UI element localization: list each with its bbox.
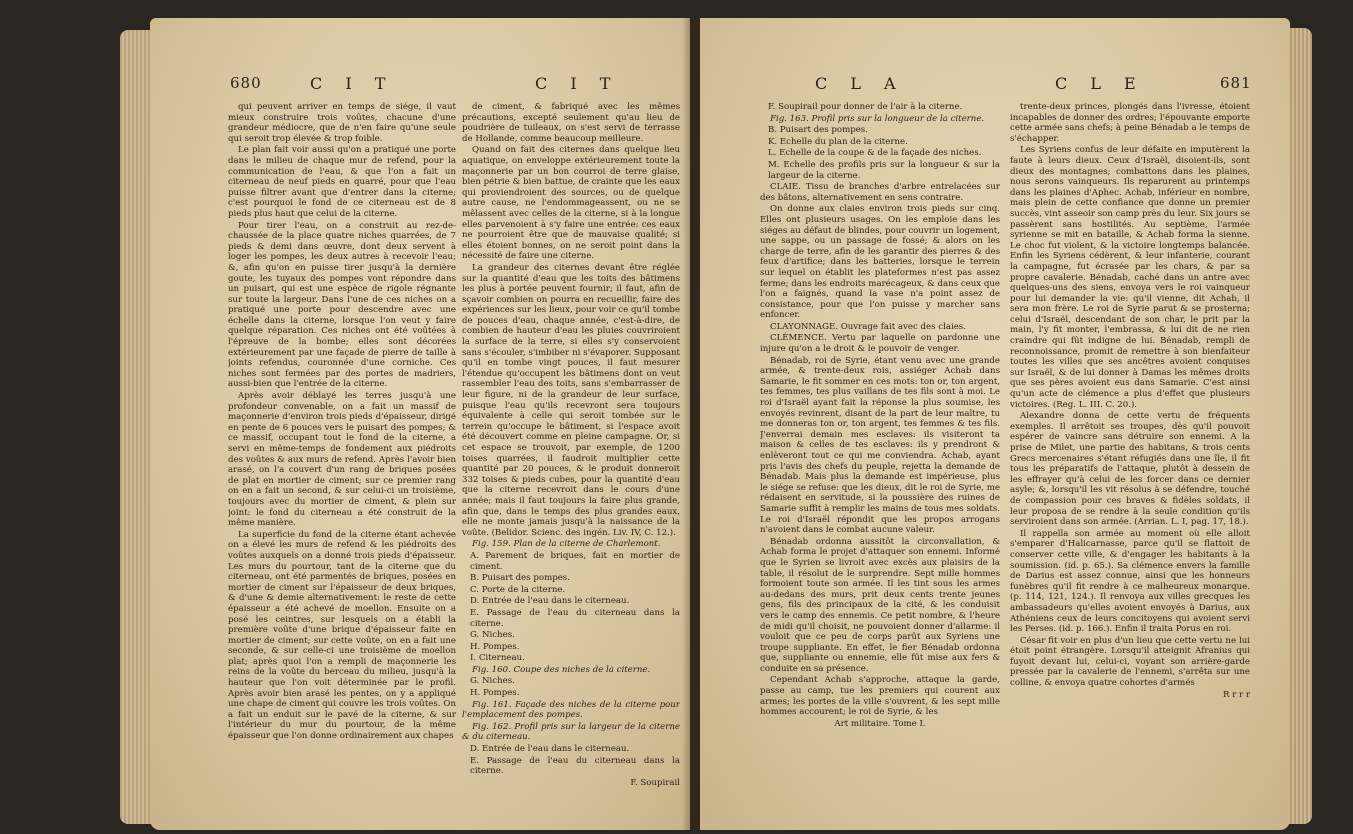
right-column-1 <box>760 102 1000 810</box>
signature-line: Art militaire. Tome I. <box>834 718 926 729</box>
figure-caption: Fig. 160. Coupe des niches de la citerne. <box>472 664 651 675</box>
right-page <box>700 18 1290 830</box>
legend-item: G. Niches. <box>470 676 515 687</box>
legend-item: M. Echelle des profils pris sur la longueur & sur la largeur de la citerne. <box>768 159 1000 181</box>
paragraph: Les Syriens confus de leur défaite en imputèrent la faute à leurs dieux. Ceux d'Israël, disoient-ils, sont dieux des montagnes; combattons dans les plaines, nous serons vainqueurs. Ils reparurent au printemps dans les plaines d'Aphec. Achab, inférieur en nombre, mais plein de cette confiance que donne un premier succès, vint asseoir son camp près du leur. Six jours se passèrent sans hostilités. Au septième, l'armée syrienne se mit en bataille, & Achab forma la sienne. Le choc fut violent, & la victoire longtemps balancée. Enfin les Syriens cédèrent, & leur infanterie, courant la campagne, fut écrasée par les chars, & par sa propre cavalerie. Bénadab, caché dans un antre avec quelques-uns des siens, envoya vers le roi vainqueur pour lui demander la vie: qu'il vienne, dit Achab, il sera mon frère. Le roi de Syrie parut & se prosterna; celui d'Israël, descendant de son char, le prit par la main, l'y fit monter, l'embrassa, & lui dit de ne rien craindre qui fût indigne de lui. Bénadab, rempli de reconnoissance, promit de remettre à son bienfaiteur toutes les villes que ses ancêtres avoient conquises sur Israël, & de lui donner à Damas les mêmes droits que ses pères avoient eus dans Samarie. C'est ainsi qu'un acte de clémence a plus d'effet que plusieurs victoires. (Reg. L. III. C. 20.). <box>1010 145 1250 410</box>
right-running-head-word-1: C L A <box>815 74 905 93</box>
paragraph: qui peuvent arriver en temps de siége, il vaut mieux construire trois voûtes, chacune d'une grandeur médiocre, que de n'en faire qu'une seule qui seroit trop élevée & trop foible. <box>228 102 456 144</box>
paragraph: Bénadab ordonna aussitôt la circonvallation, & Achab forma le projet d'attaquer son ennemi. Informé que le Syrien se livroit avec excès aux plaisirs de la table, il résolut de le surprendre. Sept mille hommes formoient toute son armée. Il les tint sous les armes au-dedans des murs, prit deux cents trente jeunes gens, fils des principaux de la cité, & les conduisit vers le camp des ennemis. Ce petit nombre, & l'heure de midi qu'il choisit, ne pouvoient donner d'allarme: il vouloit que ce peu de corps parût aux Syriens une troupe suppliante. En effet, le fier Bénadab ordonna que, suppliante ou ennemie, elle fût mise aux fers & conduite en sa présence. <box>760 536 1000 674</box>
legend-item: I. Citerneau. <box>470 653 525 664</box>
legend-item: B. Puisart des pompes. <box>470 573 570 584</box>
legend-item: D. Entrée de l'eau dans le citerneau. <box>470 744 630 755</box>
paragraph: Il rappella son armée au moment où elle alloit s'emparer d'Halicarnasse, parce qu'il se flattoit de conserver cette ville, & d'engager les habitants à la soumission. (id. p. 65.). Sa clémence envers la famille de Darius est assez connue, ainsi que les honneurs funèbres qu'il fit rendre à ce malheureux monarque. (p. 114, 121, 124.). Il renvoya aux villes grecques les ambassadeurs qu'elles avoient envoyés à Darius, aux Athéniens ceux de leurs concitoyens qui avoient servi les Perses. (id. p. 166.). Enfin il traita Porus en roi. <box>1010 528 1250 635</box>
legend-item: G. Niches. <box>470 630 515 641</box>
legend-item: B. Puisart des pompes. <box>768 125 868 136</box>
legend-item: L. Echelle de la coupe & de la façade des niches. <box>768 148 982 159</box>
left-running-head-word-1: C I T <box>310 74 395 93</box>
signature-mark: R r r r <box>1223 689 1250 700</box>
entry-heading: CLAYONNAGE. Ouvrage fait avec des claies. <box>770 321 966 332</box>
paragraph: de ciment, & fabriqué avec les mêmes précautions, excepté seulement qu'au lieu de poudrière de tuileaux, on s'est servi de terrasse de Hollande, comme beaucoup meilleure. <box>462 102 680 144</box>
paragraph: La grandeur des citernes devant être réglée sur la quantité d'eau que les toits des bâtimens les plus à portée peuvent fournir; il faut, afin de sçavoir combien on pourra en recueillir, faire des expériences sur les lieux, pour voir ce qu'il tombe de pouces d'eau, chaque année, c'est-à-dire, de combien de hauteur d'eau les pluies couvriroient la surface de la terre, si elles s'y conservoient sans s'écouler, s'imbiber ni s'évaporer. Supposant qu'il en tombe vingt pouces, il faut mesurer l'étendue qu'occupent les bâtimens dont on veut rassembler l'eau des toits, sans s'embarrasser de leur figure, ni de la grandeur de leur surface, puisque l'eau qu'ils recevront sera toujours équivalente à celle qui seroit tombée sur le terrein qu'occupe le bâtiment, si l'espace avoit été découvert comme en pleine campagne. Or, si cet espace se trouvoit, par exemple, de 1200 toises quarrées, il faudroit multiplier cette quantité par 20 pouces, & le produit donneroit 332 toises & pieds cubes, pour la quantité d'eau que la citerne recevroit dans le cours d'une année; mais il faut toujours la faire plus grande, afin que, dans le temps des plus grandes eaux, elle ne monte jamais jusqu'à la naissance de la voûte. (Belidor. Scienc. des ingén. Liv. IV, C. 12.). <box>462 262 680 538</box>
figure-caption: Fig. 162. Profil pris sur la largeur de la citerne & du citerneau. <box>462 721 680 743</box>
left-column-1 <box>228 102 456 810</box>
page-edges-right <box>1288 28 1312 824</box>
paragraph: Alexandre donna de cette vertu de fréquents exemples. Il arrêtoit ses troupes, dès qu'il pouvoit espérer de vaincre sans détruire son ennemi. A la prise de Milet, une partie des habitans, & trois cents Grecs mercenaires s'étant réfugiés dans une île, il fit tous les préparatifs de l'attaque, plutôt à dessein de les effrayer qu'à celui de les forcer dans ce dernier asyle; &, lorsqu'il les vit résolus à se défendre, touché de compassion pour ces braves & fidèles soldats, il leur proposa de se rendre à la seule condition qu'ils serviroient dans son armée. (Arrian. L. I, pag. 17, 18.). <box>1010 411 1250 528</box>
paragraph: Cependant Achab s'approche, attaque la garde, passe au camp, tue les premiers qui courent aux armes; les portes de la ville s'ouvrent, & les sept mille hommes accourent; le roi de Syrie, & les <box>760 675 1000 718</box>
legend-item: C. Porte de la citerne. <box>470 584 566 595</box>
right-running-head-word-2: C L E <box>1055 74 1145 93</box>
right-column-2 <box>1010 102 1250 810</box>
entry-heading: CLÉMENCE. Vertu par laquelle on pardonne une injure qu'on a le droit & le pouvoir de venger. <box>760 333 1000 355</box>
paragraph: trente-deux princes, plongés dans l'ivresse, étoient incapables de donner des ordres; l'épouvante emporte cette armée sans chefs; à peine Bénadab a le temps de s'échapper. <box>1010 102 1250 144</box>
figure-caption: Fig. 159. Plan de la citerne de Charlemont. <box>472 539 661 550</box>
left-page-number: 680 <box>230 74 262 92</box>
paragraph: Pour tirer l'eau, on a construit au rez-de-chaussée de la place quatre niches quarrées, de 7 pieds & demi dans œuvre, dont deux servent à loger les pompes, les deux autres à recevoir l'eau; &, afin qu'on en puisse tirer jusqu'à la dernière goute, les tuyaux des pompes vont répondre dans un puisart, qui est une espèce de rigole régnante sur toute la largeur. Dans l'une de ces niches on a pratiqué une porte pour descendre avec une échelle dans la citerne, lorsque l'on veut y faire quelque réparation. Ces niches ont été voûtées à l'épreuve de la bombe; elles sont décorées extérieurement par une façade de pierre de taille à joints refendus, couronnée d'une corniche. Ces niches sont fermées par des portes de madriers, aussi-bien que l'entrée de la citerne. <box>228 220 456 390</box>
entry-heading: CLAIE. Tissu de branches d'arbre entrelacées sur des bâtons, alternativement en sens contraire. <box>760 182 1000 203</box>
right-page-number: 681 <box>1220 74 1252 92</box>
legend-item: H. Pompes. <box>470 688 520 699</box>
left-column-2 <box>462 102 680 810</box>
figure-caption: Fig. 163. Profil pris sur la longueur de la citerne. <box>770 113 985 124</box>
figure-caption: Fig. 161. Façade des niches de la citerne pour l'emplacement des pompes. <box>462 699 680 721</box>
legend-item: E. Passage de l'eau du citerneau dans la citerne. <box>470 607 680 629</box>
catchword: F. Soupirail <box>630 777 680 788</box>
left-running-head-word-2: C I T <box>535 74 620 93</box>
legend-item: H. Pompes. <box>470 641 520 652</box>
paragraph: On donne aux claies environ trois pieds sur cinq. Elles ont plusieurs usages. On les emploie dans les siéges au défaut de blindes, pour couvrir un logement, une sappe, ou un passage de fossé; & alors on les charge de terre, afin de les garantir des pierres & des feux d'artifice; dans les batteries, lorsque le terrein sur lequel on établit les plateformes n'est pas assez ferme; dans les endroits marécageux, & dans ceux que l'on a faignés, quand la vase n'a point assez de consistance, pour que l'on puisse y marcher sans enfoncer. <box>760 204 1000 321</box>
paragraph: Après avoir déblayé les terres jusqu'à une profondeur convenable, on a fait un massif de maçonnerie d'environ trois pieds d'épaisseur, dirigé en pente de 6 pouces vers le puisart des pompes; & ce massif, occupant tout le fond de la citerne, a servi en même-temps de fondement aux piédroits des voûtes & aux murs de refend. Après l'avoir bien arasé, on l'a couvert d'un rang de briques posées de plat en mortier de ciment; sur ce premier rang on en a fait un second, & sur celui-ci un troisième, toujours avec du mortier de ciment, & plein sur joint: le fond du citerneau a été construit de la même manière. <box>228 391 456 529</box>
legend-item: K. Echelle du plan de la citerne. <box>768 136 908 147</box>
legend-item: F. Soupirail pour donner de l'air à la citerne. <box>768 102 963 112</box>
paragraph: La superficie du fond de la citerne étant achevée on a élevé les murs de refend & les piédroits des voûtes auxquels on a donné trois pieds d'épaisseur. Les murs du pourtour, tant de la citerne que du citerneau, ont été parmentés de briques, posées en mortier de ciment sur l'épaisseur de deux briques, & d'une & demie alternativement: le reste de cette épaisseur a été achevé de moellon. Ensuite on a posé les ceintres, sur lesquels on a établi la première voûte d'une brique d'épaisseur faite en mortier de ciment; sur cette voûte, on en a fait une seconde, & sur celle-ci une troisième de moellon plat; après quoi l'on a rempli de maçonnerie les reins de la voûte du berceau du milieu, jusqu'à la hauteur que l'on voit déterminée par le profil. Après avoir bien arasé les pentes, on y a appliqué une chape de ciment qui couvre les trois voûtes. On a fait un enduit sur le pavé de la citerne, & sur l'intérieur du mur du pourtour, de la même épaisseur que l'on donne ordinairement aux chapes <box>228 529 456 742</box>
left-page <box>150 18 690 830</box>
page-edges-left <box>120 30 152 824</box>
legend-item: A. Parement de briques, fait en mortier de ciment. <box>470 550 680 572</box>
legend-item: E. Passage de l'eau du citerneau dans la citerne. <box>470 755 680 777</box>
paragraph: Bénadab, roi de Syrie, étant venu avec une grande armée, & trente-deux rois, assiéger Achab dans Samarie, le fit sommer en ces mots: ton or, ton argent, tes femmes, tes plus vaillans de tes fils sont à moi. Le roi d'Israël ayant fait la réponse la plus soumise, les envoyés revinrent, disant de la part de leur maître, tu me donneras ton or, ton argent, tes femmes & tes fils. J'enverrai demain mes esclaves: ils visiteront ta maison & celles de tes esclaves: ils y prendront & enlèveront tout ce qui me conviendra. Achab, ayant pris l'avis des chefs du peuple, rejetta la demande de Bénadab. Mais plus la demande est impérieuse, plus le siége se refuse: que les dieux, dit le roi de Syrie, me rédaisent en servitude, si la poussière des ruines de Samarie suffit à remplir les mains de tous mes soldats. Le roi d'Israël répondit que les propos arrogans n'avoient dans le combat aucune valeur. <box>760 355 1000 536</box>
left-running-head <box>150 74 690 98</box>
paragraph: César fit voir en plus d'un lieu que cette vertu ne lui étoit point étrangère. Lorsqu'il atteignit Afranius qui fuyoit devant lui, celui-ci, voyant son arrière-garde pressée par la cavalerie de l'ennemi, s'arrêta sur une colline, & envoya quatre cohortes d'armés <box>1010 635 1250 689</box>
paragraph: Le plan fait voir aussi qu'on a pratiqué une porte dans le milieu de chaque mur de refend, pour la communication de l'eau, & que l'on a fait un citerneau de neuf pieds en quarré, pour que l'eau puisse filtrer avant que d'entrer dans la citerne; c'est pourquoi le fond de ce citerneau est de 8 pieds plus haut que celui de la citerne. <box>228 145 456 219</box>
legend-item: D. Entrée de l'eau dans le citerneau. <box>470 596 630 607</box>
paragraph: Quand on fait des citernes dans quelque lieu aquatique, on enveloppe extérieurement toute la maçonnerie par un bon courroi de terre glaise, bien pétrie & bien battue, de crainte que les eaux qui proviendroient des sources, ou de quelque autre cause, ne l'endommageassent, ou ne se mêlassent avec celles de la citerne, si à la longue elles parvenoient à s'y faire une entrée: ces eaux ne pourroient être que de mauvaise qualité; si elles étoient bonnes, on ne seroit point dans la nécessité de faire une citerne. <box>462 145 680 262</box>
right-running-head <box>700 74 1290 98</box>
